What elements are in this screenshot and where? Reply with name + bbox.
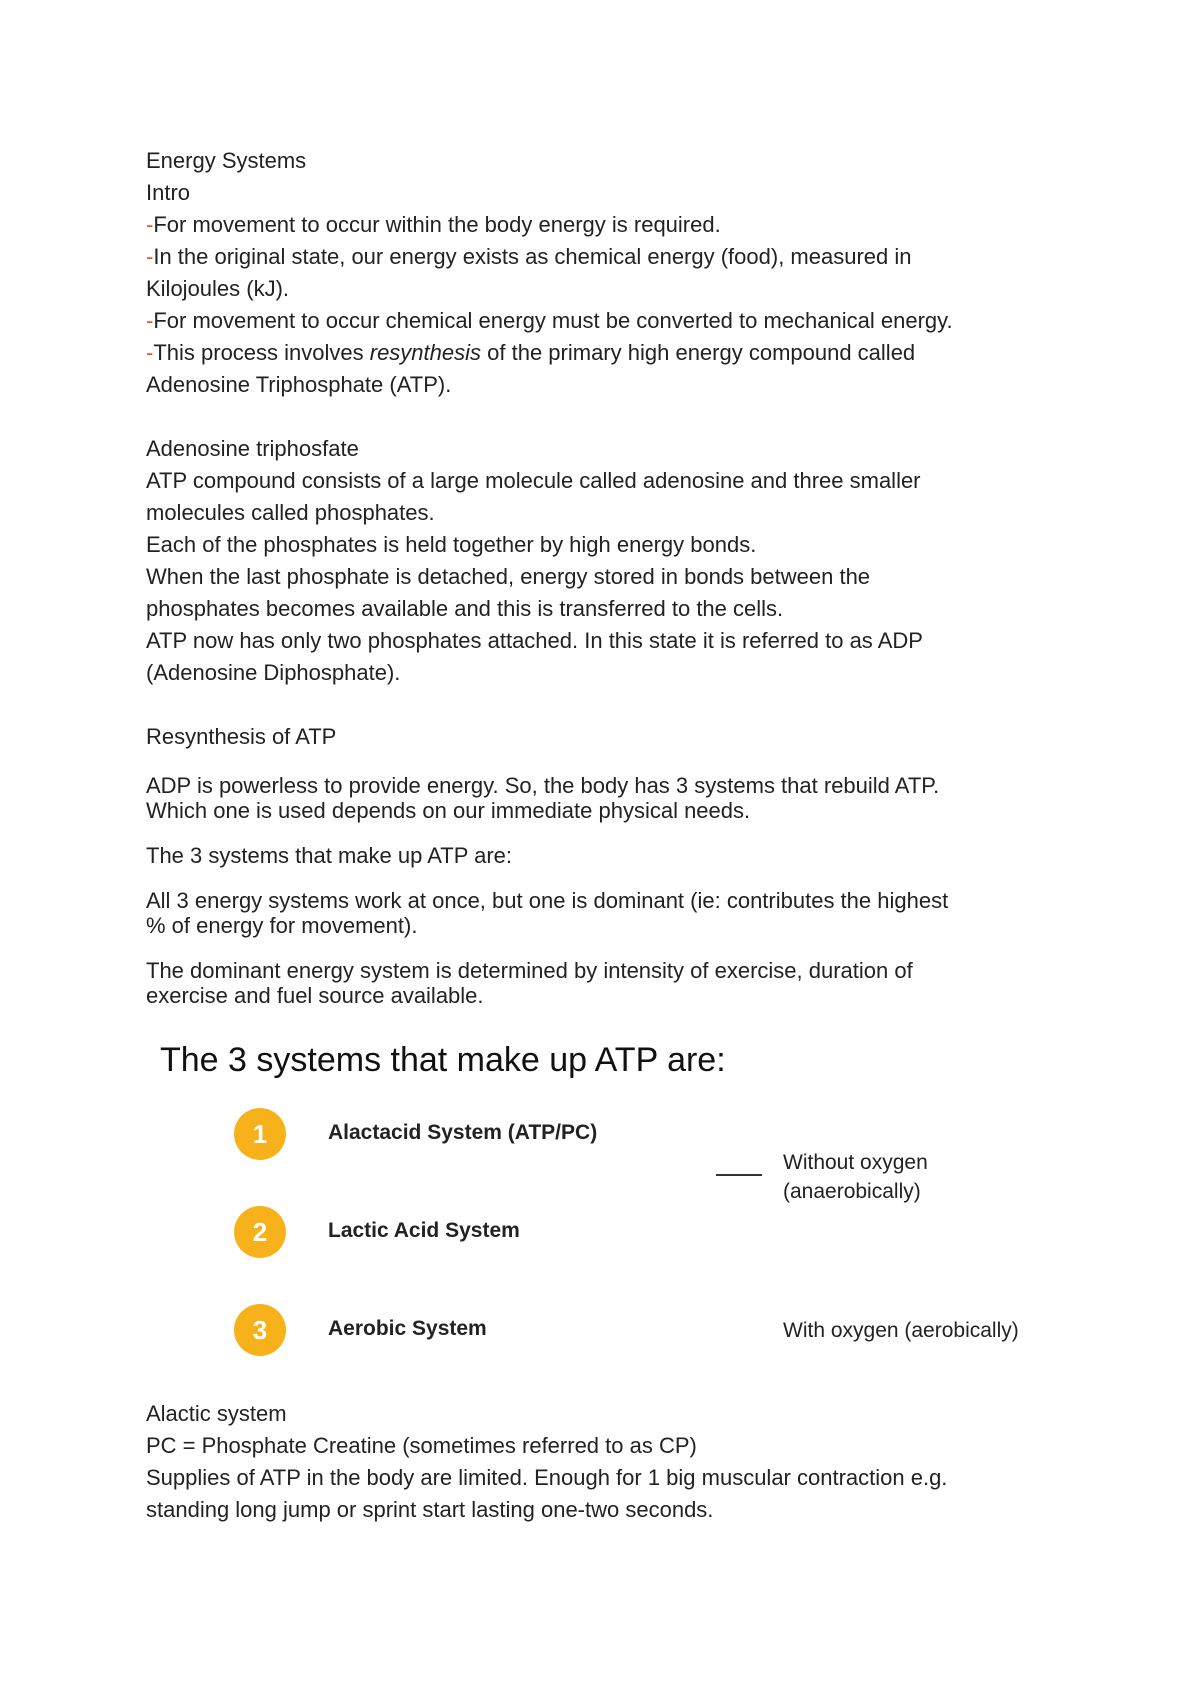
atp-line: phosphates becomes available and this is transferred to the cells.: [146, 596, 784, 621]
system-label-lactic-acid: Lactic Acid System: [328, 1219, 520, 1242]
atp-line: ATP now has only two phosphates attached. In this state it is referred to as ADP: [146, 628, 923, 653]
anaerobic-note: Without oxygen (anaerobically): [783, 1151, 928, 1203]
intro-bullet-3: -For movement to occur chemical energy must be converted to mechanical energy.: [146, 308, 953, 333]
number-badge-3: 3: [234, 1304, 286, 1356]
atp-line: Each of the phosphates is held together by high energy bonds.: [146, 532, 757, 557]
resynthesis-paragraph-1: ADP is powerless to provide energy. So, the body has 3 systems that rebuild ATP. Which one is used depends on our immediate physical needs.: [146, 773, 940, 823]
intro-bullet-4-cont: Adenosine Triphosphate (ATP).: [146, 372, 452, 397]
system-label-aerobic: Aerobic System: [328, 1317, 487, 1340]
intro-bullet-2: -In the original state, our energy exists as chemical energy (food), measured in: [146, 244, 912, 269]
document-title: Energy Systems: [146, 148, 307, 173]
intro-bullet-2-cont: Kilojoules (kJ).: [146, 276, 290, 301]
number-badge-1: 1: [234, 1108, 286, 1160]
resynthesis-paragraph-2: The 3 systems that make up ATP are:: [146, 843, 513, 868]
notes-section-top: [146, 145, 1046, 1008]
atp-heading: Adenosine triphosfate: [146, 436, 359, 461]
connector-line: [716, 1174, 762, 1176]
alactic-line: standing long jump or sprint start lasting one-two seconds.: [146, 1497, 714, 1522]
bullet-dash: -: [146, 340, 154, 365]
bullet-dash: -: [146, 212, 154, 237]
resynthesis-paragraph-4: The dominant energy system is determined by intensity of exercise, duration of exercise and fuel source available.: [146, 958, 913, 1008]
number-badge-2: 2: [234, 1206, 286, 1258]
bullet-dash: -: [146, 308, 154, 333]
italic-term: resynthesis: [369, 340, 482, 365]
atp-line: When the last phosphate is detached, energy stored in bonds between the: [146, 564, 871, 589]
aerobic-note: With oxygen (aerobically): [783, 1319, 1019, 1342]
alactic-line: Supplies of ATP in the body are limited. Enough for 1 big muscular contraction e.g.: [146, 1465, 948, 1490]
resynthesis-heading: Resynthesis of ATP: [146, 724, 337, 749]
system-label-alactacid: Alactacid System (ATP/PC): [328, 1121, 598, 1144]
bullet-dash: -: [146, 244, 154, 269]
intro-bullet-4: -This process involves resynthesis of the primary high energy compound called: [146, 340, 916, 365]
intro-heading: Intro: [146, 180, 191, 205]
energy-systems-figure: [146, 1038, 1066, 1348]
resynthesis-paragraph-3: All 3 energy systems work at once, but one is dominant (ie: contributes the highest % of energy for movement).: [146, 888, 949, 938]
atp-line: ATP compound consists of a large molecule called adenosine and three smaller: [146, 468, 921, 493]
intro-bullet-1: -For movement to occur within the body energy is required.: [146, 212, 721, 237]
figure-title: The 3 systems that make up ATP are:: [160, 1041, 726, 1079]
alactic-heading: Alactic system: [146, 1401, 287, 1426]
atp-line: (Adenosine Diphosphate).: [146, 660, 401, 685]
alactic-line: PC = Phosphate Creatine (sometimes referred to as CP): [146, 1433, 697, 1458]
atp-line: molecules called phosphates.: [146, 500, 435, 525]
notes-section-bottom: [146, 1398, 1046, 1526]
